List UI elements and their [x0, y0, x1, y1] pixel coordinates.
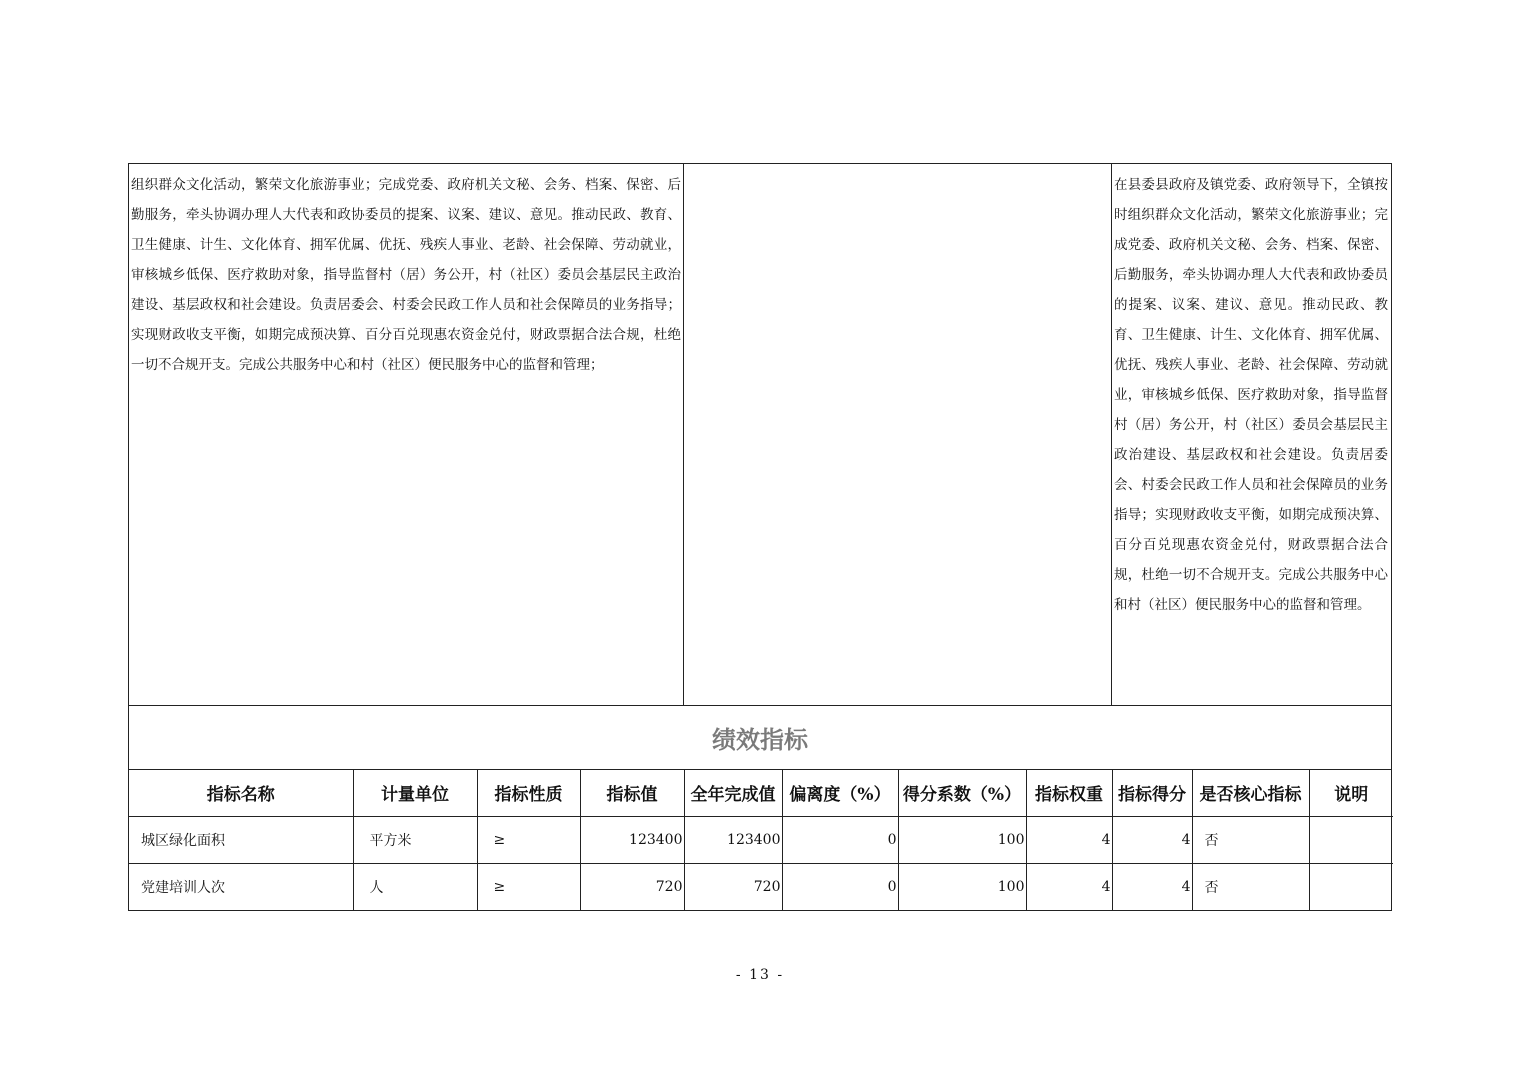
cell-unit: 平方米 — [353, 816, 477, 863]
header-nature: 指标性质 — [477, 770, 580, 816]
cell-annual-completion: 720 — [684, 863, 782, 910]
cell-score-coefficient: 100 — [898, 816, 1026, 863]
header-score: 指标得分 — [1112, 770, 1192, 816]
table-header-row — [129, 770, 1393, 816]
cell-is-core: 否 — [1192, 816, 1309, 863]
cell-indicator-name: 党建培训人次 — [129, 863, 353, 910]
cell-remarks — [1309, 863, 1393, 910]
document-table-frame — [128, 163, 1392, 911]
header-annual-completion: 全年完成值 — [684, 770, 782, 816]
cell-nature: ≥ — [477, 816, 580, 863]
cell-indicator-name: 城区绿化面积 — [129, 816, 353, 863]
duties-right-cell — [1112, 164, 1391, 705]
cell-unit: 人 — [353, 863, 477, 910]
table-row — [129, 816, 1393, 863]
header-indicator-name: 指标名称 — [129, 770, 353, 816]
cell-target-value: 720 — [580, 863, 684, 910]
cell-score-coefficient: 100 — [898, 863, 1026, 910]
cell-is-core: 否 — [1192, 863, 1309, 910]
duties-middle-cell — [684, 164, 1112, 705]
cell-target-value: 123400 — [580, 816, 684, 863]
header-remarks: 说明 — [1309, 770, 1393, 816]
page-number: - 13 - — [735, 967, 785, 983]
table-row — [129, 863, 1393, 910]
duties-left-cell — [129, 164, 684, 705]
header-target-value: 指标值 — [580, 770, 684, 816]
header-deviation: 偏离度（%） — [782, 770, 898, 816]
cell-deviation: 0 — [782, 863, 898, 910]
cell-weight: 4 — [1026, 816, 1112, 863]
header-weight: 指标权重 — [1026, 770, 1112, 816]
cell-weight: 4 — [1026, 863, 1112, 910]
header-unit: 计量单位 — [353, 770, 477, 816]
duties-right-text: 在县委县政府及镇党委、政府领导下，全镇按时组织群众文化活动，繁荣文化旅游事业；完成党委、政府机关文秘、会务、档案、保密、后勤服务，牵头协调办理人大代表和政协委员的提案、议案、建议、意见。推动民政、教育、卫生健康、计生、文化体育、拥军优属、优抚、残疾人事业、老龄、社会保障、劳动就业，审核城乡低保、医疗救助对象，指导监督村（居）务公开，村（社区）委员会基层民主政治建设、基层政权和社会建设。负责居委会、村委会民政工作人员和社会保障员的业务指导；实现财政收支平衡，如期完成预决算、百分百兑现惠农资金兑付，财政票据合法合规，杜绝一切不合规开支。完成公共服务中心和村（社区）便民服务中心的监督和管理。 — [1114, 177, 1388, 613]
header-score-coefficient: 得分系数（%） — [898, 770, 1026, 816]
duties-left-text: 组织群众文化活动，繁荣文化旅游事业；完成党委、政府机关文秘、会务、档案、保密、后勤服务，牵头协调办理人大代表和政协委员的提案、议案、建议、意见。推动民政、教育、卫生健康、计生、文化体育、拥军优属、优抚、残疾人事业、老龄、社会保障、劳动就业，审核城乡低保、医疗救助对象，指导监督村（居）务公开，村（社区）委员会基层民主政治建设、基层政权和社会建设。负责居委会、村委会民政工作人员和社会保障员的业务指导；实现财政收支平衡，如期完成预决算、百分百兑现惠农资金兑付，财政票据合法合规，杜绝一切不合规开支。完成公共服务中心和村（社区）便民服务中心的监督和管理； — [131, 177, 681, 373]
cell-deviation: 0 — [782, 816, 898, 863]
cell-score: 4 — [1112, 816, 1192, 863]
duties-row — [129, 164, 1391, 706]
cell-remarks — [1309, 816, 1393, 863]
header-is-core: 是否核心指标 — [1192, 770, 1309, 816]
performance-title: 绩效指标 — [129, 706, 1391, 770]
cell-nature: ≥ — [477, 863, 580, 910]
cell-annual-completion: 123400 — [684, 816, 782, 863]
cell-score: 4 — [1112, 863, 1192, 910]
performance-table — [129, 770, 1393, 910]
